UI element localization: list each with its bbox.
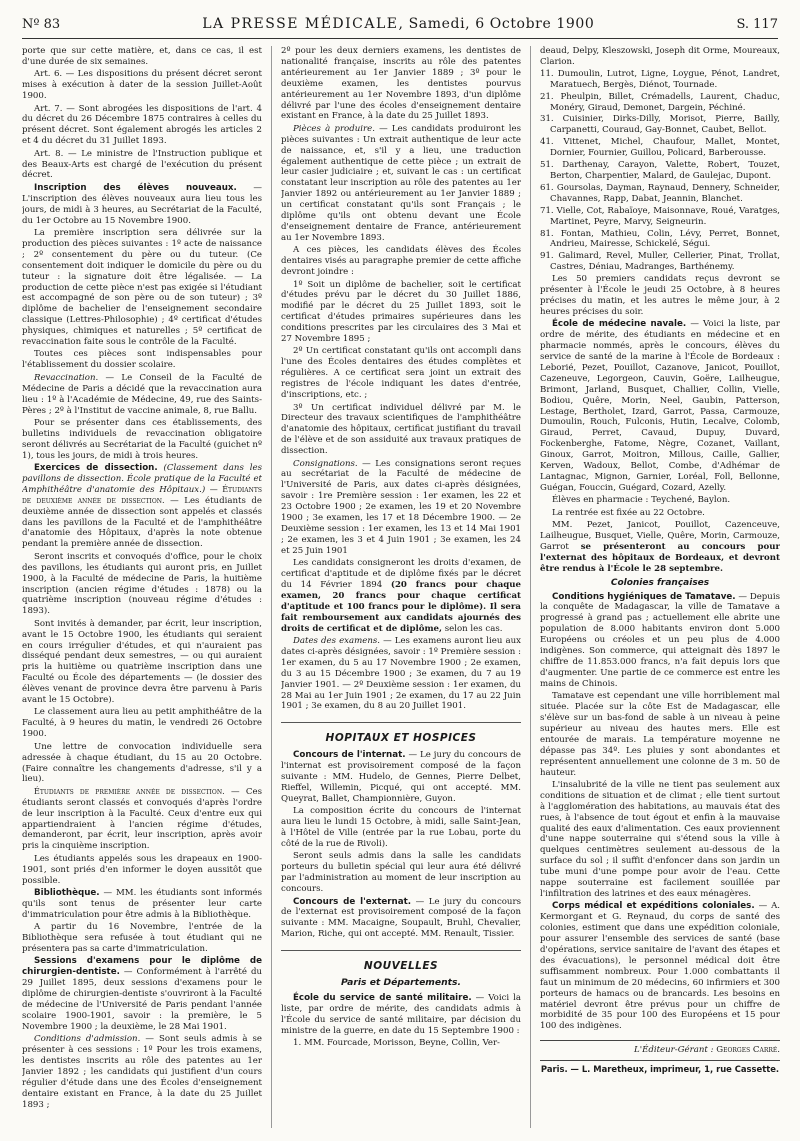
paragraph: 2º pour les deux derniers examens, les dentistes de nationalité française, inscrits au rôle des patentes antérieurement au 1er Janvier 1889 ; 3º pour le deuxième examen, les dentistes pourvus antérieurement au 1er Novembre 1893, d'un diplôme délivré par l'une des écoles d'enseignement dentaire existant en France, à la date du 25 Juillet 1893. [281, 46, 521, 122]
paragraph: Les 50 premiers candidats reçus devront se présenter à l'École le jeudi 25 Octobre, à 8 heures précises du matin, et les autres le même jour, à 2 heures précises du soir. [540, 274, 780, 317]
list-item: 61. Goursolas, Dayman, Raynaud, Dennery, Schneider, Chavannes, Rapp, Dabat, Jeannin, Blanchet. [540, 182, 780, 204]
section-heading: École du service de santé militaire. [293, 993, 472, 1003]
header-rule [22, 38, 778, 39]
paragraph: Art. 7. — Sont abrogées les dispositions de l'art. 4 du décret du 26 Décembre 1875 contraires à celles du présent décret. Sont également abrogés les articles 2 et 4 du décret du 31 Juillet 1893. [22, 103, 262, 147]
list-item: 31. Cuisinier, Dirks-Dilly, Morisot, Pierre, Bailly, Carpanetti, Couraud, Gay-Bonnet, Caubet, Bellot. [540, 114, 780, 136]
run-in-heading: Consignations. [293, 458, 358, 469]
sheet-number: S. 117 [736, 17, 778, 32]
paragraph: Étudiants de première année de dissection. — Ces étudiants seront classés et convoqués d'après l'ordre de leur inscription à la Faculté. Ceux d'entre eux qui appartiendraient à l'ancien régime d'études, demanderont, par écrit, leur inscription, après avoir pris la cinquième inscription. [22, 786, 262, 852]
paragraph: 3º Un certificat individuel délivré par M. le Directeur des travaux scientifiques de l'amphithéâtre d'anatomie des hôpitaux, certificat justifiant du travail de l'élève et de son assiduité aux travaux pratiques de dissection. [281, 402, 521, 457]
paragraph: Art. 8. — Le ministre de l'Instruction publique et des Beaux-Arts est chargé de l'exécution du présent décret. [22, 148, 262, 181]
list-item: deaud, Delpy, Kleszowski, Joseph dit Orme, Moureaux, Clarion. [540, 46, 780, 67]
column-1 [22, 46, 262, 1128]
section-title-nouvelles: NOUVELLES [281, 950, 521, 972]
list-item: 21. Pheulpin, Billet, Crémadells, Laurent, Chaduc, Monéry, Giraud, Demonet, Dargein, Péchiné. [540, 91, 780, 113]
paragraph: A partir du 16 Novembre, l'entrée de la Bibliothèque sera refusée à tout étudiant qui ne présentera pas sa carte d'immatriculation. [22, 922, 262, 954]
paragraph: MM. Pezet, Janicot, Pouillot, Cazenceuve, Lailheugue, Busquet, Vielle, Quêre, Morin, Carmouze, Garrot se présenteront au concours pour l'externat des hôpitaux de Bordeaux, et devront être rendus à l'École le 28 septembre. [540, 520, 780, 574]
issue-date: , Samedi, 6 Octobre 1900 [398, 16, 595, 32]
list-item: 51. Darthenay, Carayon, Valette, Robert, Touzet, Berton, Charpentier, Malard, de Gaulejac, Dupont. [540, 160, 780, 181]
paragraph: Conditions hygiéniques de Tamatave. — Depuis la conquête de Madagascar, la ville de Tamatave a progressé à grand pas ; actuellement elle abrite une population de 8.000 habitants environ dont 5.000 Européens ou créoles et un peu plus de 4.000 indigènes. Son commerce, qui atteignait dès 1897 le chiffre de 11.853.000 francs, n'a fait depuis lors que d'augmenter. Une partie de ce commerce est entre les mains de Chinois. [540, 591, 780, 689]
paragraph: Pièces à produire. — Les candidats produiront les pièces suivantes : Un extrait authentique de leur acte de naissance, et, s'il y a lieu, une traduction également authentique de cette pièce ; un extrait de leur casier judiciaire ; et, suivant le cas : un certificat constatant leur inscription au rôle des patentes au 1er Janvier 1892 ou antérieurement au 1er Janvier 1889 ; un certificat constatant qu'ils sont Français ; le diplôme qu'ils ont obtenu devant une École d'enseignement dentaire de France, antérieurement au 1er Novembre 1893. [281, 123, 521, 243]
section-heading: Exercices de dissection. [34, 463, 158, 474]
paragraph: Les étudiants appelés sous les drapeaux en 1900-1901, sont priés d'en informer le doyen aussitôt que possible. [22, 853, 262, 886]
paragraph: Sessions d'examens pour le diplôme de chirurgien-dentiste. — Conformément à l'arrêté du 29 Juillet 1895, deux sessions d'examens pour le diplôme de chirurgien-dentiste s'ouvriront à la Faculté de médecine de l'Université de Paris pendant l'année scolaire 1900-1901, savoir : la première, le 5 Novembre 1900 ; la deuxième, le 28 Mai 1901. [22, 956, 262, 1032]
paragraph: La première inscription sera délivrée sur la production des pièces suivantes : 1º acte de naissance ; 2º consentement du père ou du tuteur. (Ce consentement doit indiquer le domicile du père ou du tuteur : la signature doit être légalisée. — La production de cette pièce n'est pas exigée si l'étudiant est accompagné de son père ou de son tuteur) ; 3º diplôme de bachelier de l'enseignement secondaire classique (Lettres-Philosophie) ; 4º certificat d'études physiques, chimiques et naturelles ; 5º certificat de revaccination faite sous le contrôle de la Faculté. [22, 228, 262, 348]
section-heading: Bibliothèque. [34, 887, 100, 898]
page-header [22, 16, 778, 36]
paragraph: École du service de santé militaire. — Voici la liste, par ordre de mérite, des candidats admis à l'École du service de santé militaire, par décision du ministre de la guerre, en date du 15 Septembre 1900 : [281, 993, 521, 1036]
section-heading: Inscription des élèves nouveaux. [34, 182, 237, 193]
paragraph: Dates des examens. — Les examens auront lieu aux dates ci-après désignées, savoir : 1º Première session : 1er examen, du 5 au 17 Novembre 1900 ; 2e examen, du 3 au 15 Décembre 1900 ; 3e examen, du 7 au 19 Janvier 1901. — 2º Deuxième session : 1er examen, du 28 Mai au 1er Juin 1901 ; 2e examen, du 17 au 22 Juin 1901 ; 3e examen, du 8 au 20 Juillet 1901. [281, 636, 521, 712]
section-heading: Sessions d'examens pour le diplôme de chirurgien-dentiste. [22, 956, 262, 978]
paragraph: Seront inscrits et convoqués d'office, pour le choix des pavillons, les étudiants qui auront pris, en Juillet 1900, à la Faculté de médecine de Paris, la huitième inscription (ancien régime d'études : 1878) ou la quatrième inscription (nouveau régime d'études : 1893). [22, 551, 262, 617]
column-divider [530, 46, 531, 1128]
journal-name: LA PRESSE MÉDICALE [202, 16, 399, 32]
paragraph: Inscription des élèves nouveaux. — L'inscription des élèves nouveaux aura lieu tous les jours, de midi à 3 heures, au Secrétariat de la Faculté, du 1er Octobre au 15 Novembre 1900. [22, 182, 262, 226]
section-title-colonies: Colonies françaises [610, 577, 710, 588]
admission-list [540, 46, 780, 273]
paragraph: La composition écrite du concours de l'internat aura lieu le lundi 15 Octobre, à midi, salle Saint-Jean, à l'Hôtel de Ville (entrée par la rue Lobau, porte du côté de la rue de Rivoli). [281, 806, 521, 850]
editor-line: L'Éditeur-Gérant : Georges Carré. [634, 1045, 780, 1056]
page-footer [540, 1040, 780, 1075]
paragraph: Pour se présenter dans ces établissements, des bulletins individuels de revaccination obligatoire seront délivrés au Secrétariat de la Faculté (guichet nº 1), tous les jours, de midi à trois heures. [22, 417, 262, 461]
run-in-heading: Revaccination. [34, 372, 99, 383]
paragraph: Exercices de dissection. (Classement dans les pavillons de dissection. École pratique de la Faculté et Amphithéâtre d'anatomie des Hôpitaux.) — Étudiants de deuxième année de dissection. — Les étudiants de deuxième année de dissection sont appelés et classés dans les pavillons de la Faculté et de l'amphithéâtre d'anatomie des Hôpitaux, d'après la note obtenue pendant la première année de dissection. [22, 463, 262, 550]
paragraph: L'insalubrité de la ville ne tient pas seulement aux conditions de situation et de climat ; elle tient surtout à l'agglomération des habitations, au mauvais état des rues, à l'absence de tout égout et enfin à la mauvaise qualité des eaux d'alimentation. Ces eaux proviennent d'une nappe souterraine qui s'étend sous la ville à quelques centimètres seulement au-dessous de la surface du sol ; il suffit d'enfoncer dans son jardin un tube muni d'une pompe pour avoir de l'eau. Cette nappe souterraine est facilement souillée par l'infiltration des latrines et des eaux ménagères. [540, 779, 780, 899]
paragraph: 1º Soit un diplôme de bachelier, soit le certificat d'études prévu par le décret du 30 Juillet 1886, modifié par le décret du 25 Juillet 1893, soit le certificat d'études primaires supérieures dans les conditions prescrites par les circulaires des 3 Mai et 27 Novembre 1895 ; [281, 279, 521, 345]
printer-line: Paris. — L. Maretheux, imprimeur, 1, rue Cassette. [540, 1060, 780, 1075]
paragraph: Tamatave est cependant une ville horriblement mal située. Placée sur la côte Est de Madagascar, elle s'élève sur un bas-fond de sable à un niveau à peine supérieur au niveau des hautes mers. Elle est entourée de marais. La température moyenne ne dépasse pas 34º. Les pluies y sont abondantes et représentent annuellement une colonne de 3 m. 50 de hauteur. [540, 691, 780, 778]
list-item: 41. Vittenet, Michel, Chaufour, Mallet, Montet, Dornier, Fournier, Guillou, Policard, Barberousse. [540, 137, 780, 159]
paragraph: Les candidats consigneront les droits d'examen, de certificat d'aptitude et de diplôme fixés par le décret du 14 Février 1894 (20 francs pour chaque examen, 20 francs pour chaque certificat d'aptitude et 100 francs pour le diplôme). Il sera fait remboursement aux candidats ajournés des droits de certificat et de diplôme, selon les cas. [281, 558, 521, 634]
paragraph: Concours de l'internat. — Le jury du concours de l'internat est provisoirement composé de la façon suivante : MM. Hudelo, de Gennes, Pierre Delbet, Rieffel, Willemin, Picqué, qui ont accepté. MM. Queyrat, Ballet, Championnière, Guyon. [281, 750, 521, 804]
paragraph: Toutes ces pièces sont indispensables pour l'établissement du dossier scolaire. [22, 349, 262, 371]
page-number: Nº 83 [22, 17, 61, 32]
section-heading: École de médecine navale. [552, 319, 687, 330]
paragraph: 1. MM. Fourcade, Morisson, Beyne, Collin, Ver- [293, 1038, 500, 1049]
list-item: 81. Fontan, Mathieu, Colin, Lévy, Perret, Bonnet, Andrieu, Mairesse, Schickelé, Ségui. [540, 228, 780, 250]
paragraph: porte que sur cette matière, et, dans ce cas, il est d'une durée de six semaines. [22, 46, 262, 67]
paragraph: Élèves en pharmacie : Teychené, Baylon. [552, 495, 731, 506]
column-divider [271, 46, 272, 1128]
list-item: 71. Vielle, Cot, Rabaïoye, Maisonnave, Roué, Varatges, Martinet, Peyre, Marvy, Seigneurin. [540, 205, 780, 227]
run-in-heading: Conditions d'admission. [34, 1034, 141, 1045]
journal-title [202, 16, 594, 32]
paragraph: Revaccination. — Le Conseil de la Faculté de Médecine de Paris a décidé que la revaccination aura lieu : 1º à l'Académie de Médecine, 49, rue des Saints-Pères ; 2º à l'Institut de vaccine animale, 8, rue Ballu. [22, 372, 262, 416]
paragraph: Conditions d'admission. — Sont seuls admis à se présenter à ces sessions : 1º Pour les trois examens, les dentistes inscrits au rôle des patentes au 1er Janvier 1892 ; les candidats qui justifient d'un cours régulier d'étude dans une des Écoles d'enseignement dentaire existant en France, à la date du 25 Juillet 1893 ; [22, 1034, 262, 1110]
paragraph: A ces pièces, les candidats élèves des Écoles dentaires visés au paragraphe premier de cette affiche devront joindre : [281, 245, 521, 278]
paragraph: 2º Un certificat constatant qu'ils ont accompli dans l'une des Écoles dentaires des études complètes et régulières. A ce certificat sera joint un extrait des registres de l'école indiquant les dates d'entrée, d'inscriptions, etc. ; [281, 346, 521, 401]
paragraph: Sont invités à demander, par écrit, leur inscription, avant le 15 Octobre 1900, les étudiants qui seraient en cours irrégulier d'études, et qui n'auraient pas disséqué pendant deux semestres, — ou qui auraient pris la huitième ou quatrième inscription dans une Faculté ou École des départements — (le dossier des élèves venant de province devra être parvenu à Paris avant le 15 Octobre). [22, 618, 262, 706]
paragraph: Concours de l'externat. — Le jury du concours de l'externat est provisoirement composé de la façon suivante : MM. Macaigne, Soupault, Bruhl, Chevalier, Marion, Riche, qui ont accepté. MM. Renault, Tissier. [281, 896, 521, 940]
run-in-heading: Pièces à produire. [293, 123, 375, 134]
run-in-heading: Étudiants de première année de dissection. [34, 786, 225, 796]
subsection-title: Paris et Départements. [341, 977, 461, 989]
paragraph: Seront seuls admis dans la salle les candidats porteurs du bulletin spécial qui leur aura été délivré par l'administration au moment de leur inscription au concours. [281, 851, 521, 895]
section-heading: Corps médical et expéditions coloniales. [552, 901, 755, 912]
paragraph: Bibliothèque. — MM. les étudiants sont informés qu'ils sont tenus de présenter leur carte d'immatriculation pour être admis à la Bibliothèque. [22, 887, 262, 920]
section-heading: Concours de l'externat. [293, 896, 412, 907]
paragraph: Corps médical et expéditions coloniales. — A. Kermorgant et G. Reynaud, du corps de santé des colonies, estiment que dans une expédition coloniale, pour assurer l'ensemble des services de santé (base d'opérations, service sanitaire de l'avant des étapes et des évacuations), le personnel médical doit être suffisamment nombreux. Pour 1.000 combattants il faut un minimum de 20 médecins, 60 infirmiers et 300 porteurs de hamacs ou de brancards. Les besoins en matériel devront être prévus pour un chiffre de morbidité de 35 pour 100 des Européens et 15 pour 100 des indigènes. [540, 901, 780, 1032]
list-item: 91. Galimard, Revel, Muller, Cellerier, Pinat, Trollat, Castres, Déniau, Madranges, Barthénemy. [540, 251, 780, 273]
paragraph: Art. 6. — Les dispositions du présent décret seront mises à exécution à dater de la session Juillet-Août 1900. [22, 69, 262, 102]
paragraph: La rentrée est fixée au 22 Octobre. [552, 507, 705, 518]
section-title-hopitaux: HOPITAUX ET HOSPICES [281, 722, 521, 744]
section-heading: Concours de l'internat. [293, 750, 406, 761]
paragraph: Le classement aura lieu au petit amphithéâtre de la Faculté, à 9 heures du matin, le vendredi 26 Octobre 1900. [22, 707, 262, 740]
section-heading: Conditions hygiéniques de Tamatave. [552, 591, 736, 602]
column-2 [281, 46, 521, 1128]
column-3 [540, 46, 780, 1128]
paragraph: Consignations. — Les consignations seront reçues au secrétariat de la Faculté de médecine de l'Université de Paris, aux dates ci-après désignées, savoir : 1re Première session : 1er examen, les 22 et 23 Octobre 1900 ; 2e examen, les 19 et 20 Novembre 1900 ; 3e examen, les 17 et 18 Décembre 1900. — 2e Deuxième session : 1er examen, les 13 et 14 Mai 1901 ; 2e examen, les 3 et 4 Juin 1901 ; 3e examen, les 24 et 25 Juin 1901 [281, 458, 521, 556]
list-item: 11. Dumoulin, Lutrot, Ligne, Loygue, Pénot, Landret, Maratuech, Bergès, Diénot, Tournade. [540, 68, 780, 90]
paragraph: Une lettre de convocation individuelle sera adressée à chaque étudiant, du 15 au 20 Octobre. (Faire connaître les changements d'adresse, s'il y a lieu). [22, 741, 262, 785]
run-in-heading: Dates des examens. [293, 636, 381, 647]
paragraph: École de médecine navale. — Voici la liste, par ordre de mérite, des étudiants en médecine et en pharmacie nommés, après le concours, élèves du service de santé de la marine à l'École de Bordeaux : Leborié, Pezet, Pouillot, Cazanove, Janicot, Pouillot, Cazeneuve, Legorgeon, Cauvin, Goëre, Lailheugue, Brimont, Jarland, Busquet, Challier, Collin, Vielle, Bodiou, Quêre, Morin, Neel, Gaubin, Patterson, Lestage, Bertholet, Izard, Garrot, Passa, Carmouze, Dumoulin, Rouch, Fulconis, Hutin, Lecalve, Colomb, Giraud, Perret, Cavaud, Dupuy, Duvard, Fockenberghe, Fatome, Nègre, Cozanet, Vaillant, Ginoux, Garrot, Moitron, Millous, Caille, Gallier, Kerven, Wadoux, Bellot, Combe, d'Adhémar de Lantagnac, Mignon, Garnier, Loréal, Foll, Bellonne, Guégan, Fouccin, Guégard, Cozard, Azelly. [540, 319, 780, 493]
